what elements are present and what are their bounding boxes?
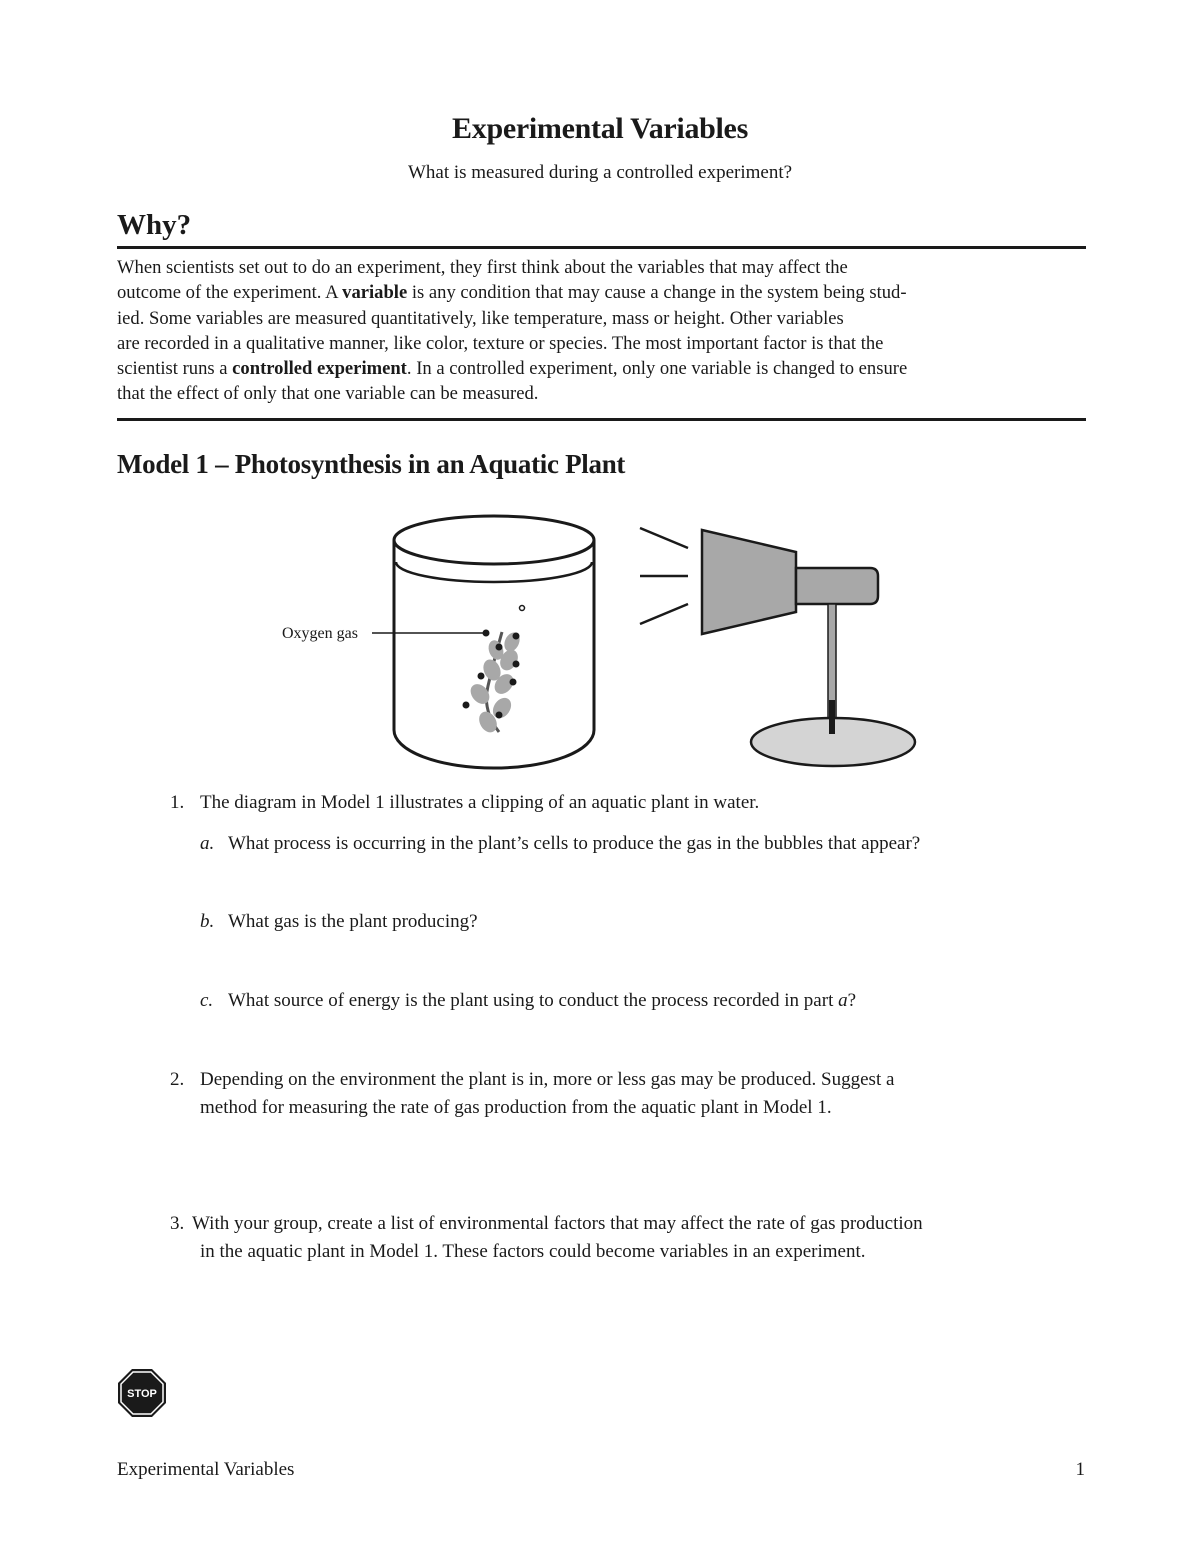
term-variable: variable (342, 282, 408, 304)
footer-title: Experimental Variables (117, 1459, 295, 1480)
why-line: outcome of the experiment. A variable is any condition that may cause a change in the system being stud- (117, 282, 907, 304)
sub-question-text: What gas is the plant producing? (228, 911, 478, 932)
divider-bottom (117, 418, 1086, 421)
page-number: 1 (1075, 1459, 1085, 1480)
sub-question-text: What source of energy is the plant using to conduct the process recorded in part a? (228, 990, 857, 1011)
stop-sign-icon (117, 1368, 167, 1418)
question-number: 2. (170, 1069, 185, 1090)
question-1a (200, 830, 920, 858)
question-text: in the aquatic plant in Model 1. These factors could become variables in an experiment. (200, 1241, 866, 1262)
why-line: scientist runs a controlled experiment. In a controlled experiment, only one variable is changed to ensure (117, 358, 908, 380)
question-text: Depending on the environment the plant is in, more or less gas may be produced. Suggest a (200, 1069, 895, 1090)
question-2 (170, 1066, 894, 1122)
question-text: method for measuring the rate of gas production from the aquatic plant in Model 1. (200, 1097, 832, 1118)
light-rays (640, 528, 688, 624)
divider-top (117, 246, 1086, 249)
why-line: are recorded in a qualitative manner, like color, texture or species. The most important factor is that the (117, 332, 884, 354)
sub-question-letter: b. (200, 911, 215, 932)
why-line: When scientists set out to do an experiment, they first think about the variables that may affect the (117, 257, 848, 278)
lamp-icon (702, 530, 915, 766)
why-paragraph (117, 255, 1086, 407)
question-1b (200, 908, 478, 936)
question-text: The diagram in Model 1 illustrates a clipping of an aquatic plant in water. (200, 792, 760, 813)
question-number: 1. (170, 792, 185, 813)
svg-text:STOP: STOP (127, 1388, 157, 1400)
why-line: that the effect of only that one variable can be measured. (117, 383, 539, 405)
why-heading: Why? (117, 209, 192, 241)
question-number: 3. (170, 1213, 185, 1234)
page-title: Experimental Variables (452, 112, 748, 145)
page-subtitle: What is measured during a controlled experiment? (407, 162, 793, 183)
model1-diagram (270, 500, 930, 780)
question-1 (170, 789, 759, 817)
why-line: ied. Some variables are measured quantitatively, like temperature, mass or height. Other variables (117, 307, 844, 329)
sub-question-letter: a. (200, 833, 215, 854)
question-1c (200, 987, 856, 1015)
question-text: With your group, create a list of environmental factors that may affect the rate of gas production (192, 1213, 923, 1234)
question-3 (170, 1210, 923, 1266)
sub-question-text: What process is occurring in the plant’s cells to produce the gas in the bubbles that appear? (228, 833, 921, 854)
oxygen-gas-label: Oxygen gas (282, 625, 358, 642)
model1-heading: Model 1 – Photosynthesis in an Aquatic Plant (117, 449, 626, 479)
term-controlled-experiment: controlled experiment (232, 358, 407, 380)
sub-question-letter: c. (200, 990, 214, 1011)
